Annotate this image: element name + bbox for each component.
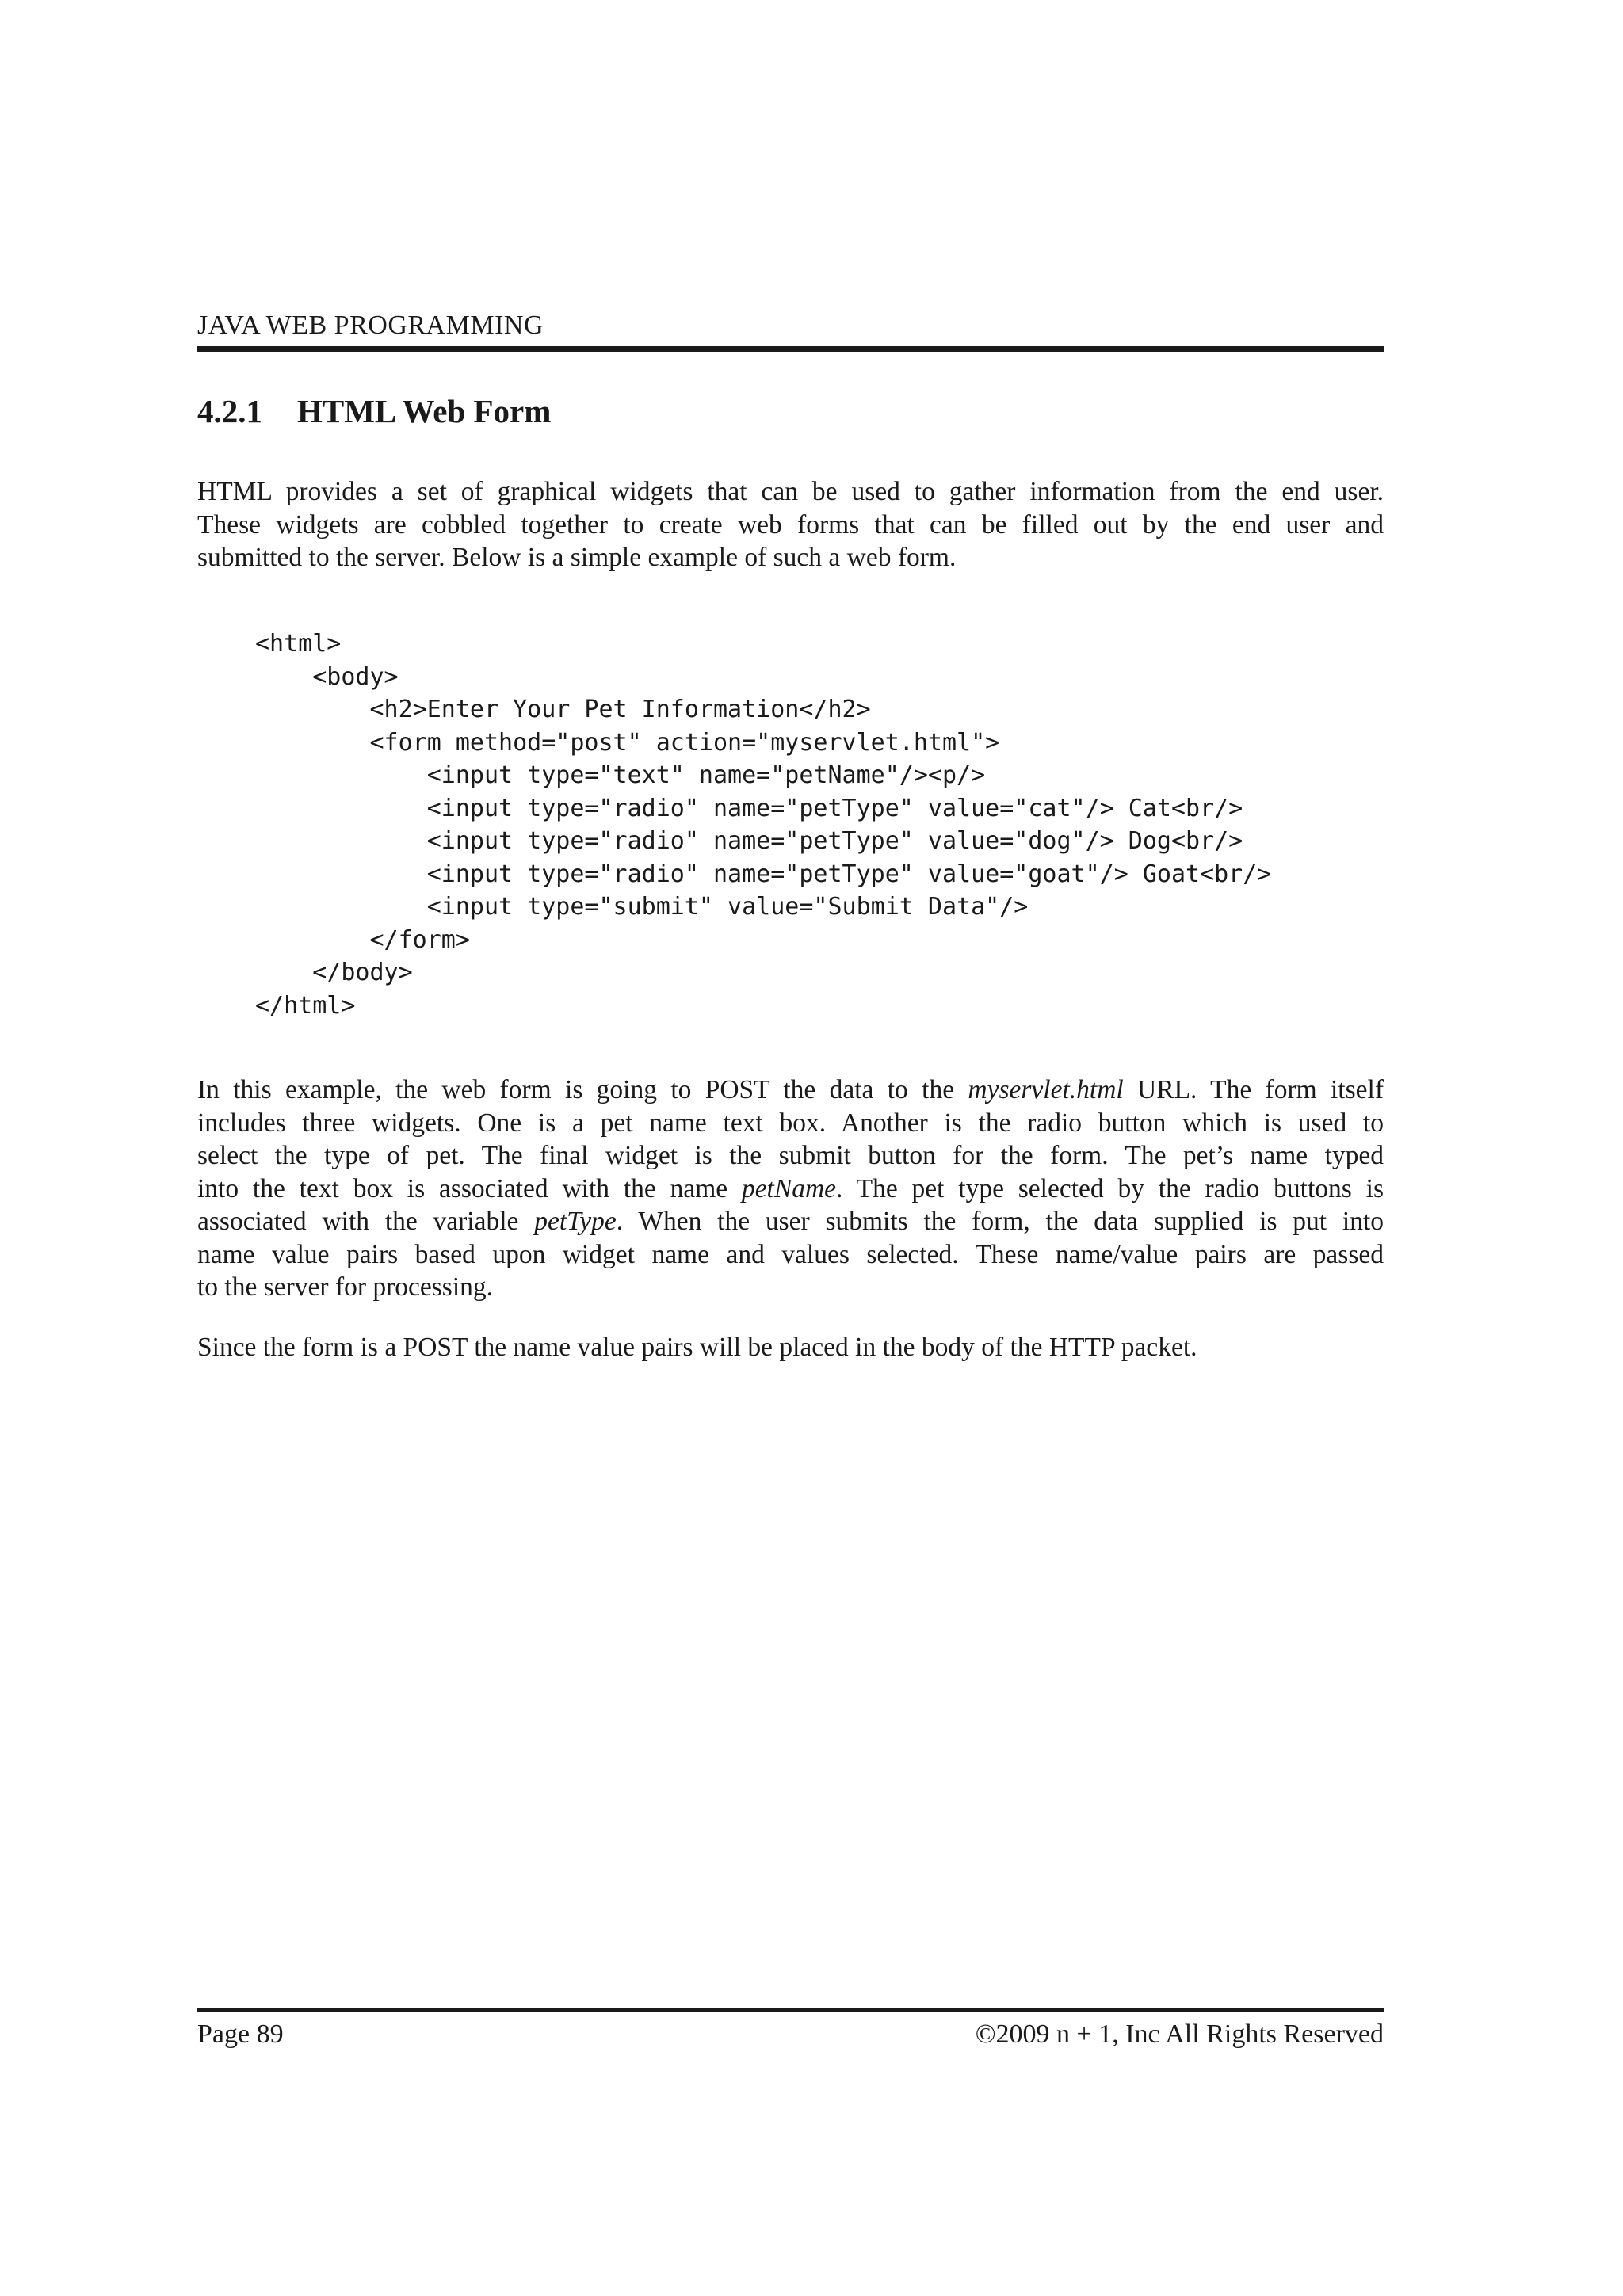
code-line: </html> [255, 991, 356, 1020]
code-line: <input type="radio" name="petType" value="cat"/> Cat<br/> [255, 794, 1243, 822]
text-line: to the server for processing. [197, 1272, 494, 1302]
text-run: associated with the variable [197, 1207, 535, 1236]
code-line: <input type="radio" name="petType" value="dog"/> Dog<br/> [255, 827, 1243, 855]
intro-paragraph [197, 475, 1384, 574]
code-line: </body> [255, 959, 413, 986]
text-line: HTML provides a set of graphical widgets that can be used to gather information from the end user. [197, 477, 1384, 506]
text-line [197, 1173, 1384, 1206]
copyright-notice: ©2009 n + 1, Inc All Rights Reserved [975, 2019, 1384, 2049]
code-line: <html> [255, 630, 342, 658]
italic-term: petType [534, 1207, 617, 1236]
header-rule [197, 346, 1384, 352]
code-line: </form> [255, 925, 470, 954]
footer-rule [197, 2008, 1384, 2012]
code-line: <input type="submit" value="Submit Data"/> [255, 893, 1029, 921]
page-number: Page 89 [197, 2019, 284, 2049]
italic-term: petName [741, 1173, 837, 1203]
text-line: name value pairs based upon widget name and values selected. These name/value pairs are passed [197, 1239, 1384, 1269]
text-line: These widgets are cobbled together to create web forms that can be filled out by the end user and [197, 509, 1384, 540]
section-heading [197, 391, 1384, 431]
text-line [197, 1074, 1384, 1107]
code-line: <body> [255, 662, 399, 691]
closing-paragraph [197, 1331, 1384, 1364]
text-run: . When the user submits the form, the data supplied is put into [616, 1207, 1384, 1236]
code-listing [255, 627, 1381, 1022]
text-run: URL. The form itself [1123, 1075, 1384, 1104]
italic-term: myservlet.html [968, 1075, 1124, 1104]
text-run: into the text box is associated with the name [197, 1173, 742, 1203]
code-line: <form method="post" action="myservlet.html"> [255, 728, 1000, 757]
section-number: 4.2.1 [197, 393, 262, 429]
text-line: Since the form is a POST the name value pairs will be placed in the body of the HTTP packet. [197, 1333, 1197, 1362]
explanation-paragraph [197, 1074, 1384, 1304]
code-line: <input type="radio" name="petType" value="goat"/> Goat<br/> [255, 860, 1272, 888]
running-header: JAVA WEB PROGRAMMING [197, 311, 544, 340]
code-line: <h2>Enter Your Pet Information</h2> [255, 696, 871, 723]
text-line: select the type of pet. The final widget is the submit button for the form. The pet’s name typed [197, 1141, 1384, 1170]
section-title: HTML Web Form [297, 393, 552, 429]
text-line: includes three widgets. One is a pet name text box. Another is the radio button which is used to [197, 1108, 1384, 1138]
text-run: In this example, the web form is going to POST the data to the [197, 1075, 968, 1104]
text-line [197, 1205, 1384, 1238]
text-line: submitted to the server. Below is a simple example of such a web form. [197, 543, 957, 572]
text-run: . The pet type selected by the radio buttons is [836, 1173, 1384, 1203]
code-line: <input type="text" name="petName"/><p/> [255, 761, 986, 789]
